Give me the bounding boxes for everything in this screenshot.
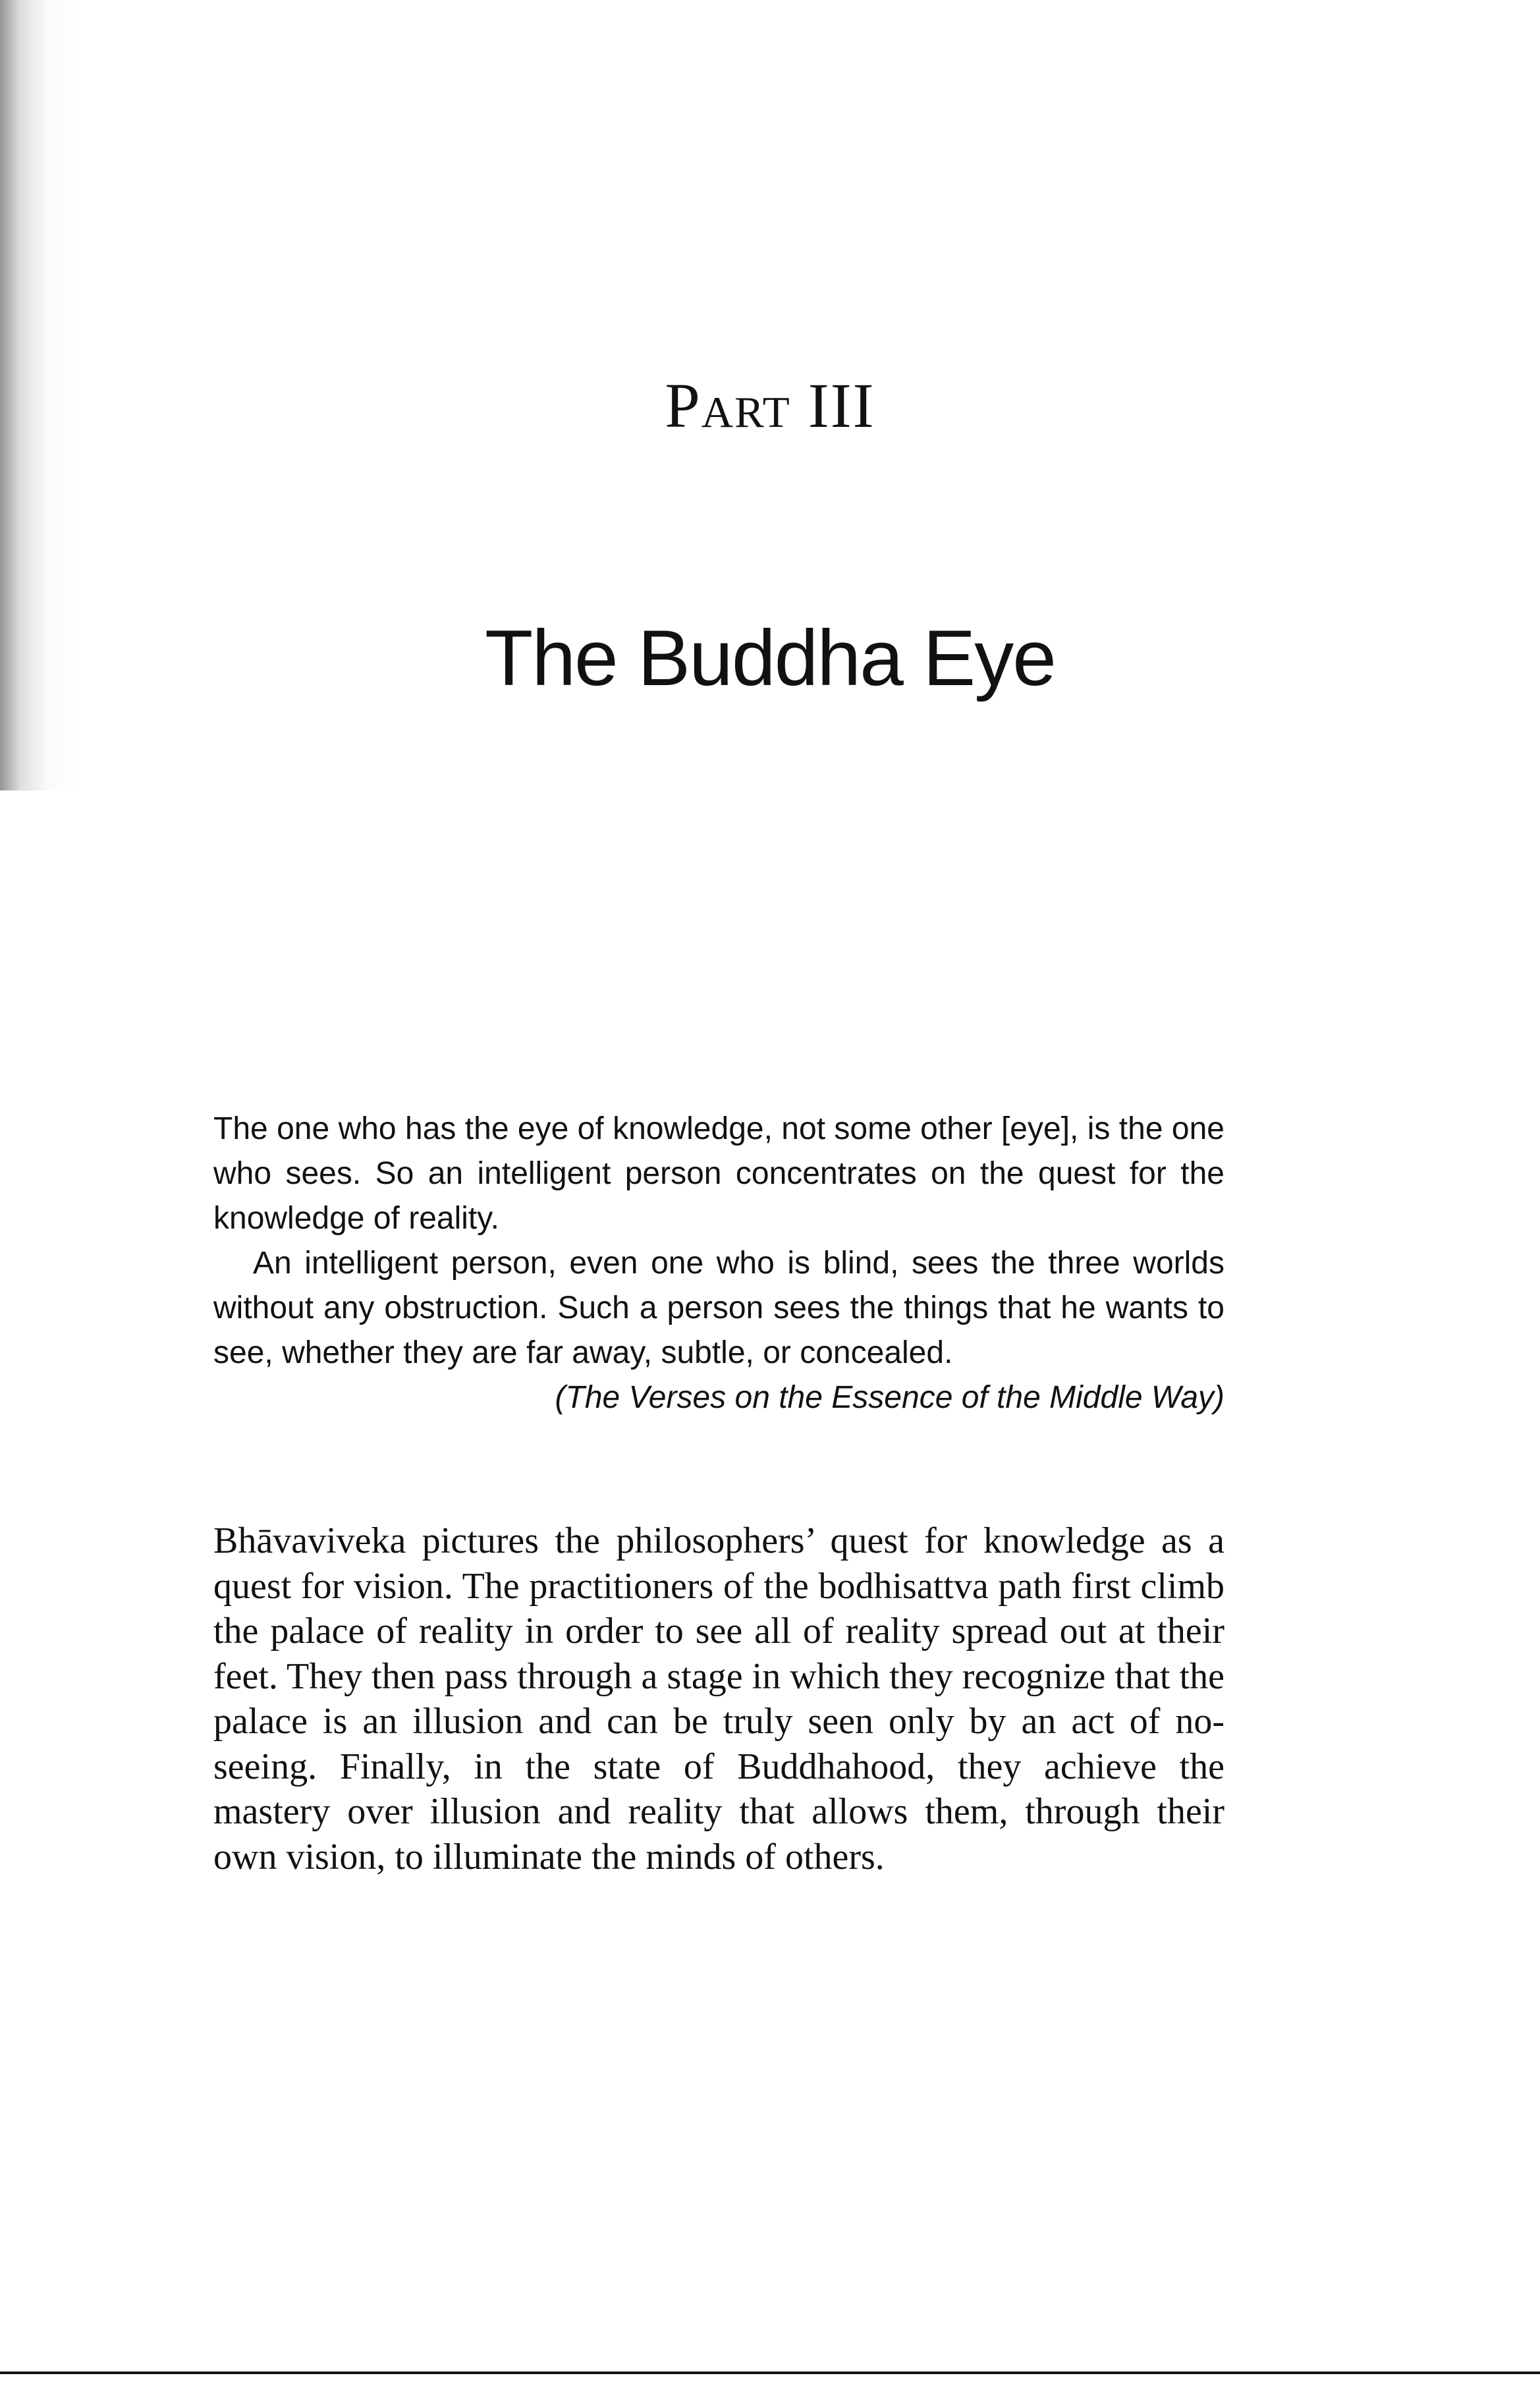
body-paragraph-1: Bhāvaviveka pictures the philosophers’ quest for knowledge as a quest for vision. The practitioners of the bodhisattva path first climb the palace of reality in order to see all of reality spread out at their feet. They then pass through a stage in which they recognize that the palace is an illusion and can be truly seen only by an act of no-seeing. Finally, in the state of Buddhahood, they achieve the mastery over illusion and reality that allows them, through their own vision, to illuminate the minds of others. — [213, 1520, 1224, 1877]
part-title: The Buddha Eye — [485, 614, 1055, 702]
body-text — [213, 1518, 1224, 1879]
page-bottom-edge — [0, 2372, 1540, 2374]
epigraph-source: (The Verses on the Essence of the Middle Way) — [555, 1380, 1224, 1415]
epigraph — [213, 1107, 1224, 1420]
part-label: Part III — [665, 370, 875, 441]
epigraph-paragraph-1: The one who has the eye of knowledge, not some other [eye], is the one who sees. So an intelligent person concentrates on the quest for the knowledge of reality. — [213, 1111, 1224, 1236]
epigraph-paragraph-2: An intelligent person, even one who is blind, sees the three worlds without any obstruction. Such a person sees the things that he wants to see, whether they are far away, subtle, or concealed. — [213, 1246, 1224, 1370]
